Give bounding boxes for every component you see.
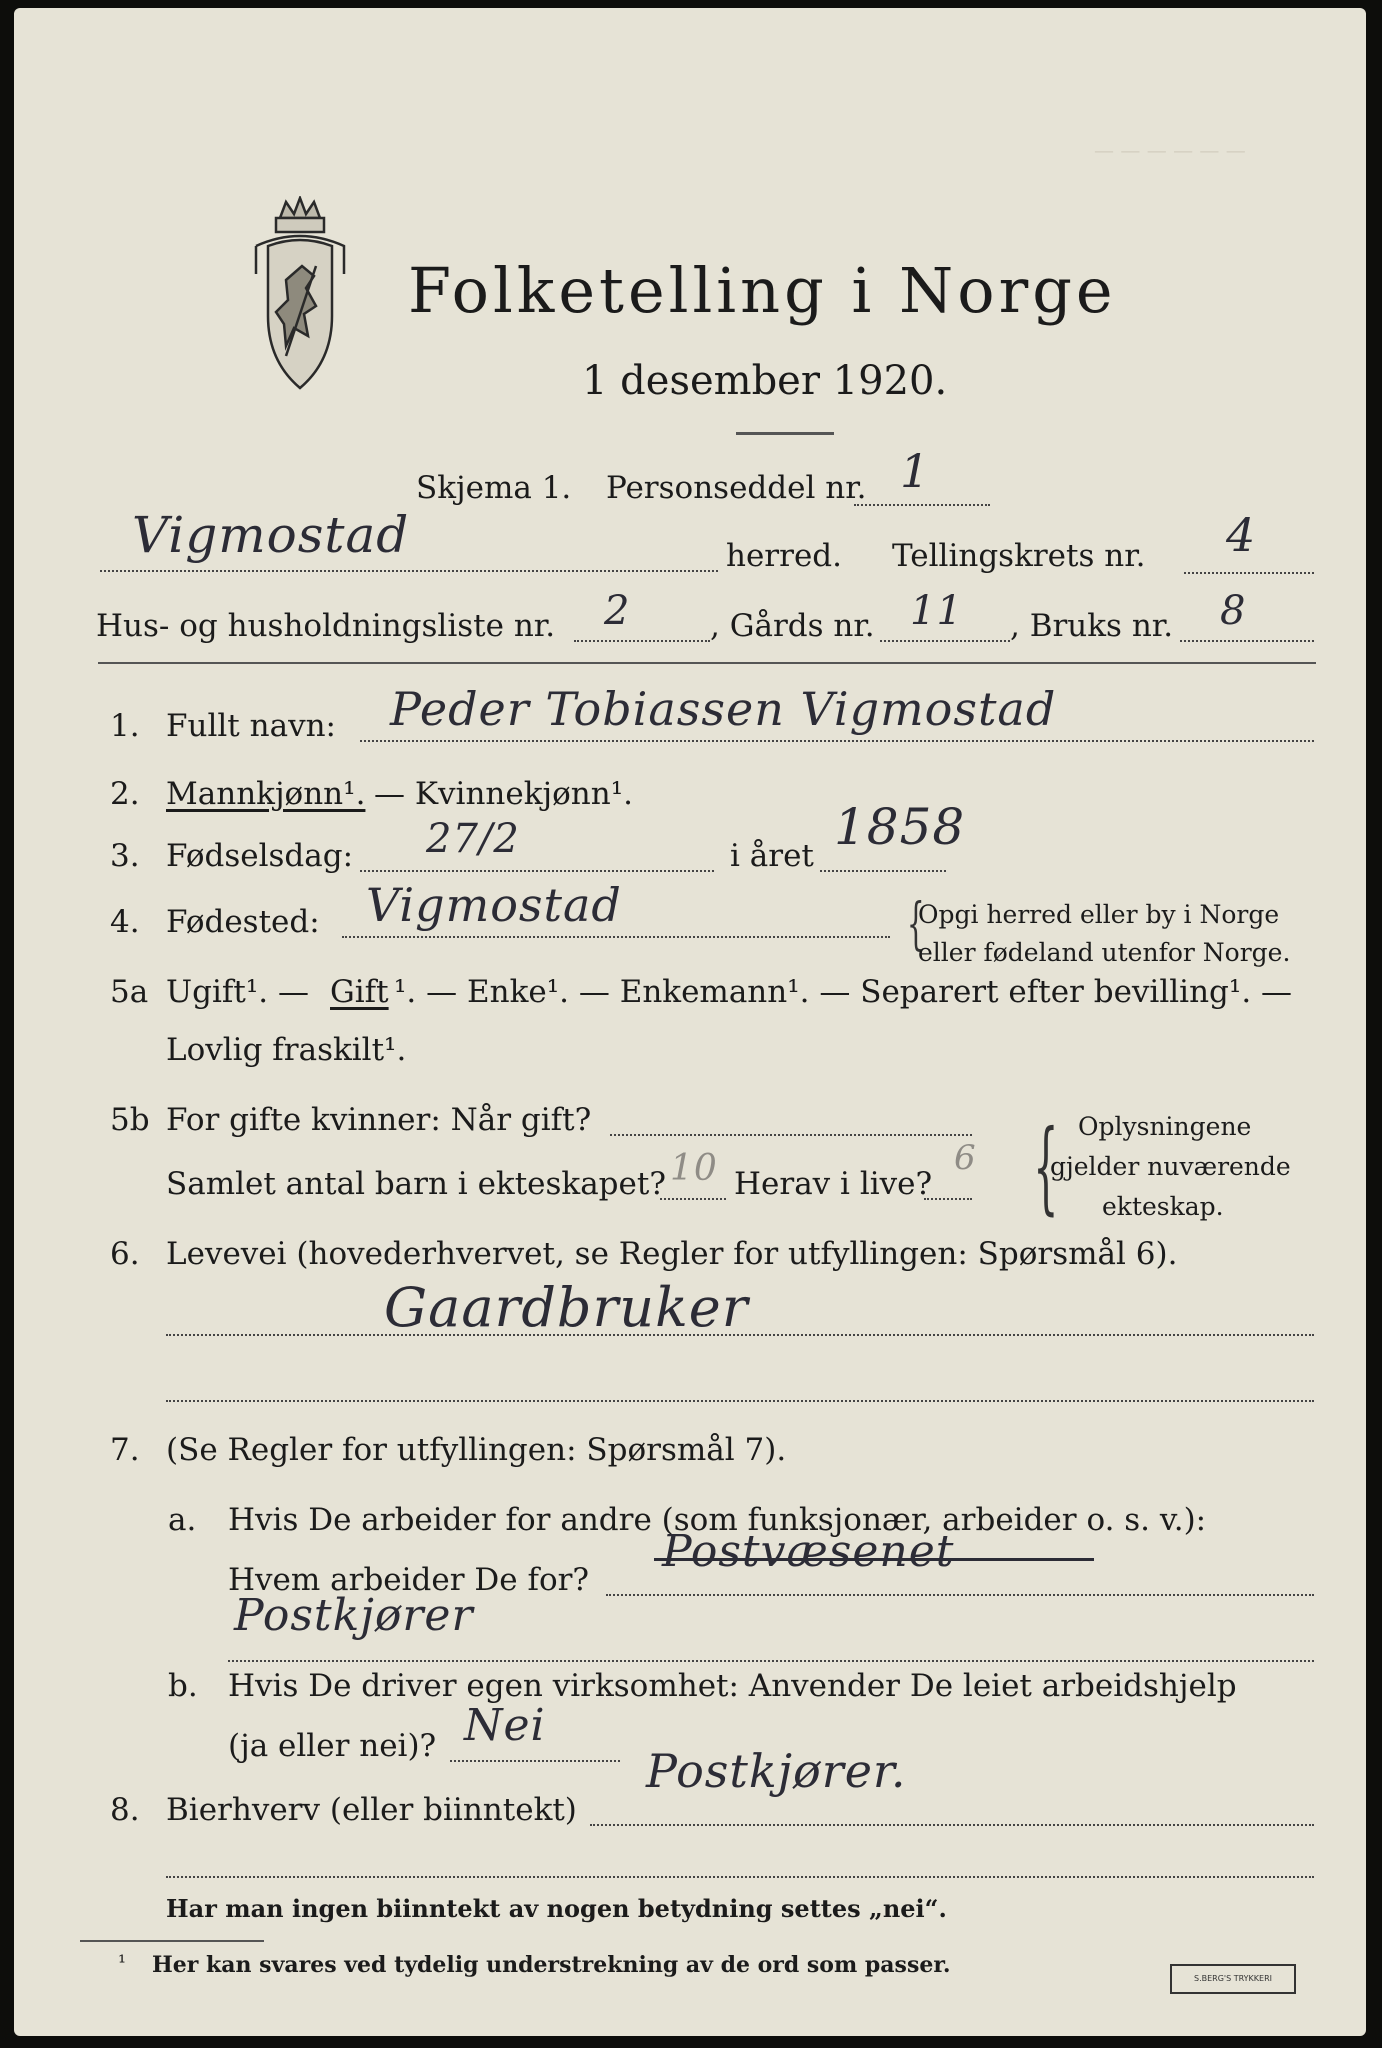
q3-year-value: 1858 xyxy=(834,798,966,856)
q4-label: Fødested: xyxy=(166,904,320,940)
herred-value: Vigmostad xyxy=(132,506,410,564)
q5b-note-brace: { xyxy=(1033,1108,1059,1225)
q4-note-line2: eller fødeland utenfor Norge. xyxy=(918,938,1291,967)
q5b-barn-line xyxy=(660,1198,726,1200)
q8-label: Bierhverv (eller biinntekt) xyxy=(166,1792,577,1828)
husliste-value: 2 xyxy=(604,588,631,634)
q6-label: Levevei (hovederhvervet, se Regler for utfyllingen: Spørsmål 6). xyxy=(166,1236,1178,1272)
section-divider xyxy=(98,662,1316,664)
q4-line xyxy=(342,936,890,938)
q5b-live-value: 6 xyxy=(954,1138,977,1178)
q3-day-value: 27/2 xyxy=(426,816,520,862)
bruks-label: , Bruks nr. xyxy=(1010,608,1174,644)
q1-value: Peder Tobiassen Vigmostad xyxy=(390,682,1057,736)
q3-year-line xyxy=(820,870,946,872)
footer-note: Har man ingen biinntekt av nogen betydning settes „nei“. xyxy=(166,1894,947,1923)
footnote-divider xyxy=(80,1940,264,1942)
q1-number: 1. xyxy=(110,708,140,744)
personseddel-line xyxy=(854,504,990,506)
q2-number: 2. xyxy=(110,776,140,812)
q1-label: Fullt navn: xyxy=(166,708,336,744)
gards-line xyxy=(880,640,1010,642)
q3-label: Fødselsdag: xyxy=(166,838,354,874)
q5a-gift-option: Gift xyxy=(330,974,389,1010)
skjema-label: Skjema 1. xyxy=(416,470,572,506)
q2-other-options: — Kvinnekjønn¹. xyxy=(374,776,633,812)
q6-line1 xyxy=(166,1334,1314,1336)
census-date: 1 desember 1920. xyxy=(582,358,948,404)
q5b-live-line xyxy=(924,1198,972,1200)
bruks-value: 8 xyxy=(1220,588,1247,634)
q7-label: (Se Regler for utfyllingen: Spørsmål 7). xyxy=(166,1432,787,1468)
q5b-note-line3: ekteskap. xyxy=(1102,1192,1224,1221)
title-divider xyxy=(736,432,834,435)
q5b-number: 5b xyxy=(110,1102,150,1138)
q4-note-line1: Opgi herred eller by i Norge xyxy=(918,900,1280,929)
q5b-barn-label: Samlet antal barn i ekteskapet? xyxy=(166,1166,666,1202)
q6-value: Gaardbruker xyxy=(384,1276,749,1339)
q7a-who-line xyxy=(606,1594,1314,1596)
printer-stamp-text: S.BERG'S TRYKKERI xyxy=(1193,1974,1273,1983)
q7a-who-value: Postkjører xyxy=(234,1590,474,1641)
personseddel-value: 1 xyxy=(900,444,931,498)
q7b-label: Hvis De driver egen virksomhet: Anvender De leiet arbeidshjelp xyxy=(228,1668,1237,1704)
footnote-mark: ¹ xyxy=(118,1950,127,1974)
q8-line xyxy=(590,1824,1314,1826)
q5b-barn-value: 10 xyxy=(670,1148,718,1189)
tellingskrets-label: Tellingskrets nr. xyxy=(892,538,1146,574)
q5a-number: 5a xyxy=(110,974,149,1010)
q7-number: 7. xyxy=(110,1432,140,1468)
footnote-text: Her kan svares ved tydelig understrekning av de ord som passer. xyxy=(152,1952,951,1978)
gards-label: , Gårds nr. xyxy=(710,608,875,644)
q1-line xyxy=(360,740,1314,742)
husliste-line xyxy=(574,640,710,642)
q7a-who-struck: Postvæsenet xyxy=(662,1526,955,1577)
q8-value: Postkjører. xyxy=(646,1744,907,1798)
q4-value: Vigmostad xyxy=(366,878,622,932)
gards-value: 11 xyxy=(910,588,963,634)
printer-stamp xyxy=(1170,1964,1296,1994)
q6-number: 6. xyxy=(110,1236,140,1272)
q5a-ugift: Ugift¹. — xyxy=(166,974,309,1010)
q5b-label: For gifte kvinner: Når gift? xyxy=(166,1102,592,1138)
q5a-other-options: ¹. — Enke¹. — Enkemann¹. — Separert efter bevilling¹. — xyxy=(394,974,1293,1010)
bleed-through-text: — — — — — — xyxy=(1094,138,1246,162)
q7b-value: Nei xyxy=(464,1700,546,1751)
herred-label: herred. xyxy=(726,538,842,574)
q7b-label2: (ja eller nei)? xyxy=(228,1728,437,1764)
q4-number: 4. xyxy=(110,904,140,940)
q8-line2 xyxy=(166,1876,1314,1878)
q3-day-line xyxy=(360,870,714,872)
census-form-page xyxy=(14,8,1366,2036)
tellingskrets-value: 4 xyxy=(1226,508,1257,562)
q5b-note-line2: gjelder nuværende xyxy=(1050,1152,1291,1181)
q5b-live-label: Herav i live? xyxy=(734,1166,933,1202)
q5b-when-line xyxy=(610,1134,972,1136)
page-title: Folketelling i Norge xyxy=(408,254,1117,327)
coat-of-arms-icon xyxy=(246,196,354,396)
herred-line xyxy=(100,570,718,572)
q7a-letter: a. xyxy=(168,1502,197,1538)
q8-number: 8. xyxy=(110,1792,140,1828)
q7a-strikethrough xyxy=(654,1558,1094,1561)
q5b-note-line1: Oplysningene xyxy=(1078,1112,1252,1141)
q4-note-brace: { xyxy=(906,892,925,957)
bruks-line xyxy=(1180,640,1314,642)
q2-male-option: Mannkjønn¹. xyxy=(166,776,366,812)
q7a-label: Hvis De arbeider for andre (som funksjonær, arbeider o. s. v.): xyxy=(228,1502,1207,1538)
personseddel-label: Personseddel nr. xyxy=(606,470,867,506)
q3-number: 3. xyxy=(110,838,140,874)
husliste-label: Hus- og husholdningsliste nr. xyxy=(96,608,556,644)
q7a-line2 xyxy=(228,1660,1314,1662)
q7b-letter: b. xyxy=(168,1668,198,1704)
q7a-who-label: Hvem arbeider De for? xyxy=(228,1562,590,1598)
q7b-line xyxy=(450,1760,620,1762)
q5a-line2: Lovlig fraskilt¹. xyxy=(166,1032,407,1068)
q3-year-label: i året xyxy=(730,838,814,874)
q6-line2 xyxy=(166,1400,1314,1402)
tellingskrets-line xyxy=(1184,572,1314,574)
